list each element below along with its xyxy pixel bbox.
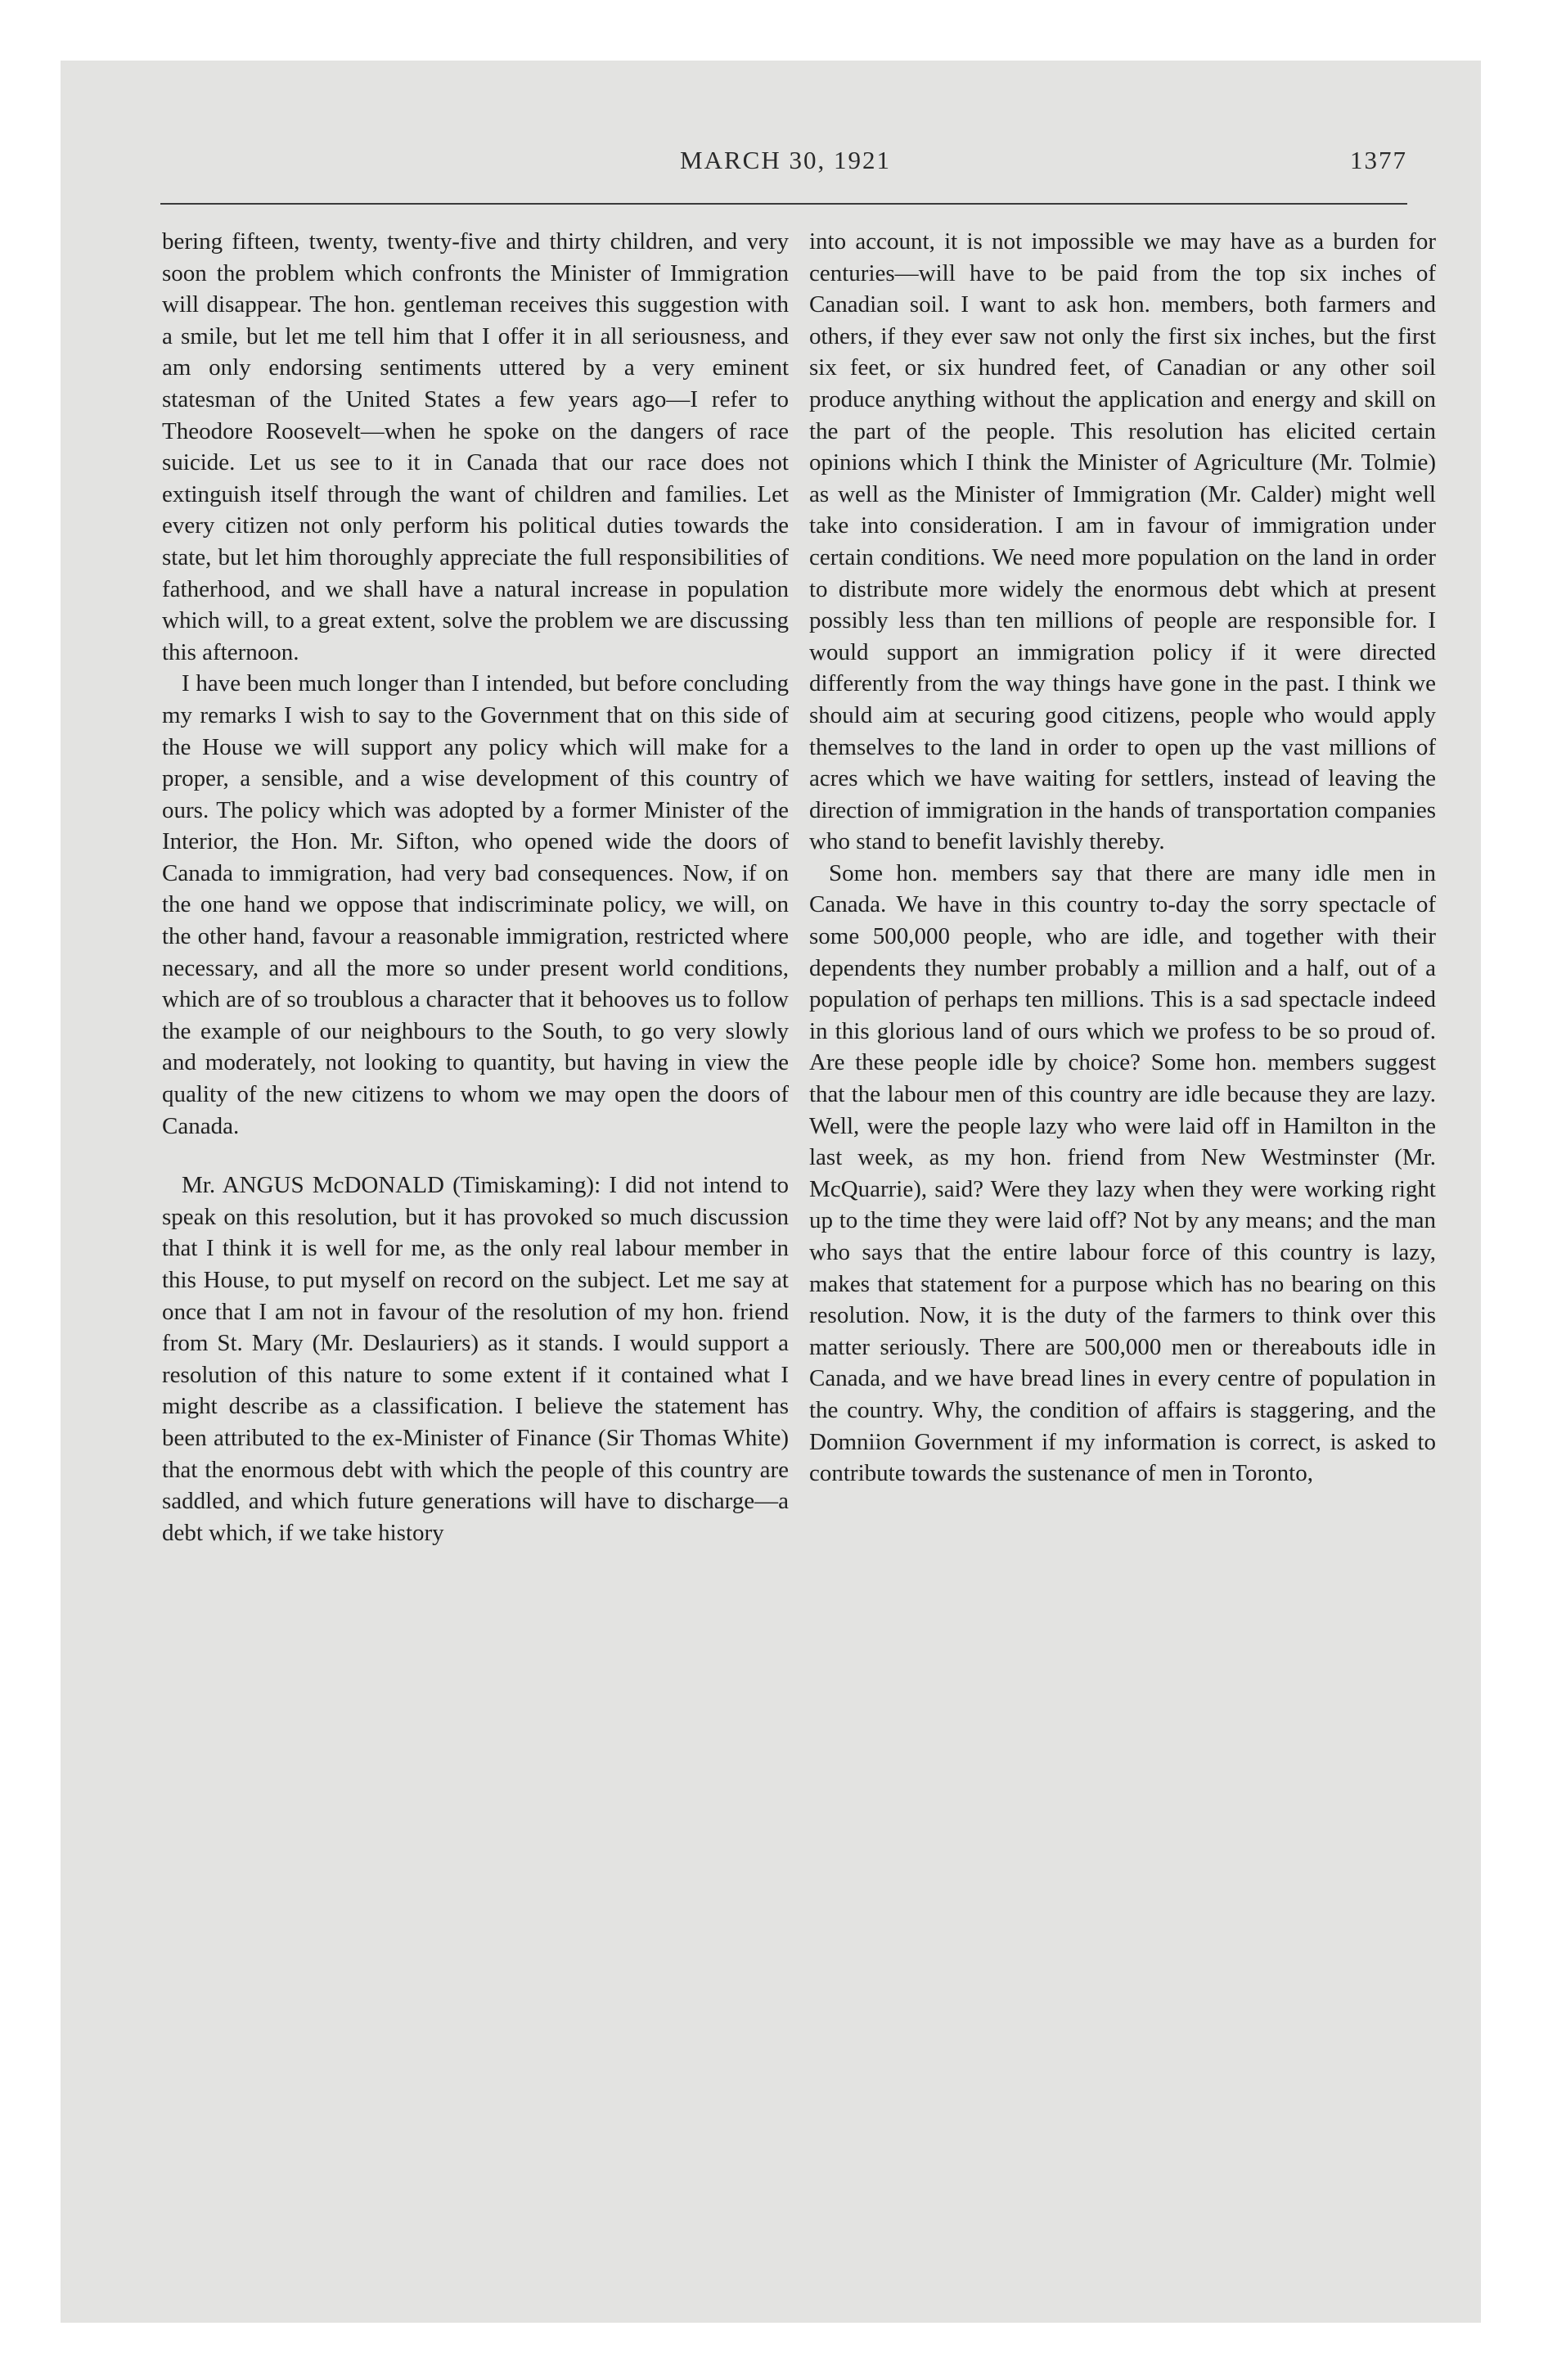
header-rule [160,203,1407,205]
paragraph-speaker-mcdonald: Mr. ANGUS McDONALD (Timiskaming): I did not intend to speak on this resolution, but it has provoked so much discussion that I think it is well for me, as the only real labour member in this House, to put myself on record on the subject. Let me say at once that I am not in favour of the resolution of my hon. friend from St. Mary (Mr. Deslauriers) as it stands. I would support a resolution of this nature to some extent if it contained what I might describe as a classification. I believe the statement has been attributed to the ex-Minister of Finance (Sir Thomas White) that the enormous debt with which the people of this country are saddled, and which future generations will have to discharge—a debt which, if we take history [162,1172,789,1546]
paragraph: bering fifteen, twenty, twenty-five and thirty children, and very soon the problem which confronts the Minister of Immigration will disappear. The hon. gentleman receives this suggestion with a smile, but let me tell him that I offer it in all seriousness, and am only endorsing sentiments uttered by a very eminent statesman of the United States a few years ago—I refer to Theodore Roosevelt—when he spoke on the dangers of race suicide. Let us see to it in Canada that our race does not extinguish itself through the want of children and families. Let every citizen not only perform his political duties towards the state, but let him thoroughly appreciate the full responsibilities of fatherhood, and we shall have a natural increase in population which will, to a great extent, solve the problem we are discussing this afternoon. [162,228,789,665]
paragraph: Some hon. members say that there are many idle men in Canada. We have in this country to-day the sorry spectacle of some 500,000 people, who are idle, and together with their dependents they number probably a million and a half, out of a population of perhaps ten millions. This is a sad spectacle indeed in this glorious land of ours which we profess to be so proud of. Are these people idle by choice? Some hon. members suggest that the labour men of this country are idle because they are lazy. Well, were the people lazy who were laid off in Hamilton in the last week, as my hon. friend from New Westminster (Mr. McQuarrie), said? Were they lazy when they were working right up to the time they were laid off? Not by any means; and the man who says that the entire labour force of this country is lazy, makes that statement for a purpose which has no bearing on this resolution. Now, it is the duty of the farmers to think over this matter seriously. There are 500,000 men or thereabouts idle in Canada, and we have bread lines in every centre of population in the country. Why, the condition of affairs is staggering, and the Domniion Government if my information is correct, is asked to contribute towards the sustenance of men in Toronto, [809,859,1436,1487]
header-date: MARCH 30, 1921 [680,146,891,174]
right-column [809,226,1436,1490]
paragraph: I have been much longer than I intended, but before concluding my remarks I wish to say to the Government that on this side of the House we will support any policy which will make for a proper, a sensible, and a wise development of this country of ours. The policy which was adopted by a former Minister of the Interior, the Hon. Mr. Sifton, who opened wide the doors of Canada to immigration, had very bad consequences. Now, if on the one hand we oppose that indiscriminate policy, we will, on the other hand, favour a reasonable immigration, restricted where necessary, and all the more so under present world conditions, which are of so troublous a character that it behooves us to follow the example of our neighbours to the South, to go very slowly and moderately, not looking to quantity, but having in view the quality of the new citizens to whom we may open the doors of Canada. [162,670,789,1139]
paragraph: into account, it is not impossible we may have as a burden for centuries—will have to be paid from the top six inches of Canadian soil. I want to ask hon. members, both farmers and others, if they ever saw not only the first six inches, but the first six feet, or six hundred feet, of Canadian or any other soil produce anything without the application and energy and skill on the part of the people. This resolution has elicited certain opinions which I think the Minister of Agriculture (Mr. Tolmie) as well as the Minister of Immigration (Mr. Calder) might well take into consideration. I am in favour of immigration under certain conditions. We need more population on the land in order to distribute more widely the enormous debt which at present possibly less than ten millions of people are responsible for. I would support an immigration policy if it were directed differently from the way things have gone in the past. I think we should aim at securing good citizens, people who would apply themselves to the land in order to open up the vast millions of acres which we have waiting for settlers, instead of leaving the direction of immigration in the hands of transportation companies who stand to benefit lavishly thereby. [809,228,1436,855]
page-number: 1377 [1350,146,1407,174]
page-header [164,146,1407,187]
left-column [162,226,789,1548]
